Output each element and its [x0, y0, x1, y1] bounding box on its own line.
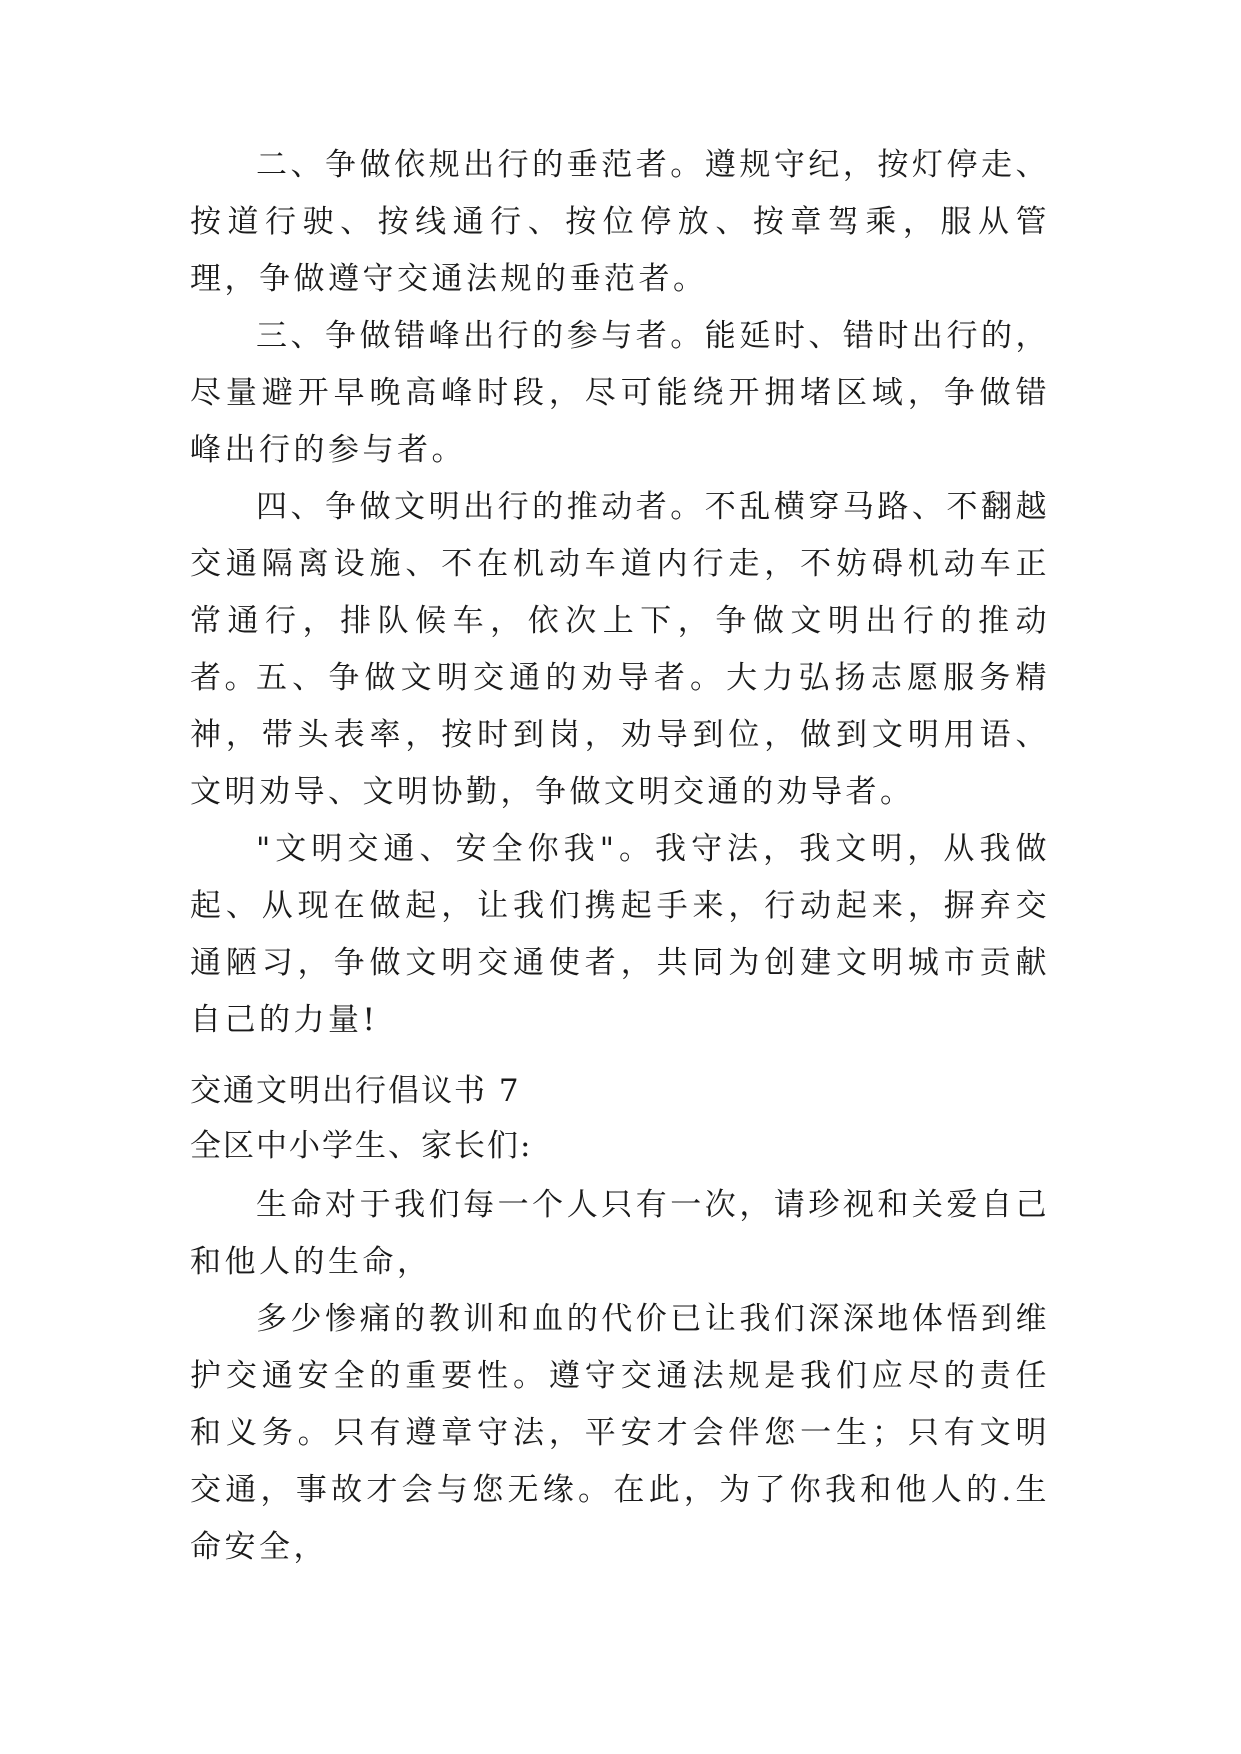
- paragraph-body-1: 生命对于我们每一个人只有一次，请珍视和关爱自己和他人的生命，: [190, 1187, 1050, 1280]
- section-title: 交通文明出行倡议书 7: [190, 1073, 521, 1109]
- paragraph-item-5: 五、争做文明交通的劝导者。大力弘扬志愿服务精神，带头表率，按时到岗，劝导到位，做到文明用语、文明劝导、文明协勤，争做文明交通的劝导者。: [190, 660, 1050, 810]
- paragraph-item-2: 二、争做依规出行的垂范者。遵规守纪，按灯停走、按道行驶、按线通行、按位停放、按章驾乘，服从管理，争做遵守交通法规的垂范者。: [190, 147, 1050, 297]
- salutation: 全区中小学生、家长们:: [190, 1128, 533, 1164]
- paragraph-closing: "文明交通、安全你我"。我守法，我文明，从我做起、从现在做起，让我们携起手来，行动起来，摒弃交通陋习，争做文明交通使者，共同为创建文明城市贡献自己的力量!: [190, 831, 1050, 1038]
- paragraph-item-4: 四、争做文明出行的推动者。不乱横穿马路、不翻越交通隔离设施、不在机动车道内行走，不妨碍机动车正常通行，排队候车，依次上下，争做文明出行的推动者。: [190, 489, 1050, 696]
- paragraph-item-3: 三、争做错峰出行的参与者。能延时、错时出行的，尽量避开早晚高峰时段，尽可能绕开拥堵区域，争做错峰出行的参与者。: [190, 318, 1050, 468]
- paragraph-body-2: 多少惨痛的教训和血的代价已让我们深深地体悟到维护交通安全的重要性。遵守交通法规是我们应尽的责任和义务。只有遵章守法，平安才会伴您一生；只有文明交通，事故才会与您无缘。在此，为了你我和他人的.生命安全，: [190, 1301, 1050, 1565]
